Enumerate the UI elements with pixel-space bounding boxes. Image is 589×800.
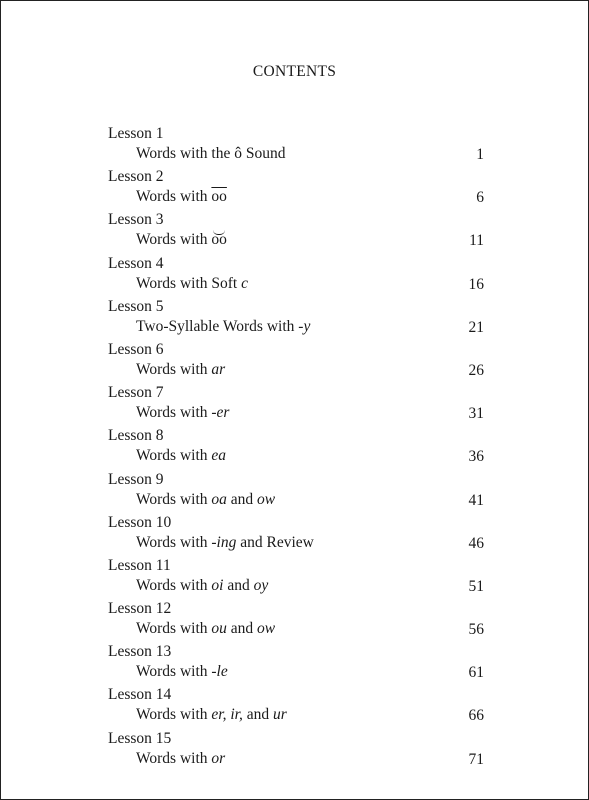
toc-entry (108, 600, 484, 643)
topic-text-part: -le (211, 663, 228, 681)
lesson-topic (136, 275, 248, 293)
lesson-label: Lesson 14 (108, 686, 172, 704)
lesson-topic (136, 361, 225, 379)
topic-text-part: Words with (136, 749, 212, 767)
page-number: 6 (476, 189, 484, 207)
lesson-label: Lesson 10 (108, 513, 172, 531)
page-number: 1 (476, 146, 484, 163)
toc-entry (108, 427, 484, 470)
toc-entry (108, 471, 484, 514)
lesson-label: Lesson 7 (108, 384, 164, 402)
lesson-topic (136, 188, 227, 206)
topic-text-part: Words with (136, 706, 212, 724)
page-number: 31 (468, 405, 484, 423)
page-number: 41 (468, 491, 484, 509)
toc-entry (108, 255, 484, 298)
topic-text-part: Words with (136, 533, 212, 551)
page-title: CONTENTS (252, 63, 337, 80)
topic-text-part: ow (257, 620, 276, 638)
lesson-label: Lesson 1 (108, 125, 164, 142)
topic-text-part: and (242, 706, 273, 724)
topic-text-part: oy (253, 576, 269, 594)
page-number: 56 (468, 621, 484, 639)
topic-text-part: oi (211, 576, 224, 594)
toc-entry (108, 298, 484, 341)
toc-entry (108, 514, 484, 557)
topic-text-part: -y (298, 317, 311, 335)
lesson-label: Lesson 11 (108, 556, 171, 574)
topic-text-part: Two-Syllable Words with (136, 317, 299, 335)
lesson-topic (136, 491, 275, 509)
lesson-label: Lesson 9 (108, 470, 164, 488)
lesson-label: Lesson 5 (108, 297, 164, 315)
toc-entry (108, 341, 484, 384)
lesson-label: Lesson 3 (108, 211, 164, 229)
toc-entry (108, 384, 484, 427)
toc-entry (108, 730, 484, 773)
lesson-topic (136, 318, 310, 336)
topic-text-part: ar (211, 360, 226, 378)
topic-text-part: ow (257, 490, 276, 508)
topic-text-part: oo (211, 231, 227, 249)
lesson-label: Lesson 8 (108, 427, 164, 445)
topic-text-part: er, ir, (211, 706, 243, 724)
topic-text-part: Words with (136, 188, 212, 206)
page-number: 71 (468, 750, 484, 768)
lesson-label: Lesson 13 (108, 643, 172, 661)
toc-entry (108, 557, 484, 600)
lesson-topic (136, 447, 226, 465)
toc-entry (108, 125, 484, 168)
toc-entry (108, 211, 484, 254)
topic-text-part: c (241, 274, 248, 292)
page-number: 66 (468, 707, 484, 725)
lesson-topic (136, 231, 227, 249)
topic-text-part: Words with (136, 360, 212, 378)
topic-text-part: and Review (236, 533, 314, 551)
page-number: 26 (468, 361, 484, 379)
topic-text-part: Words with (136, 404, 212, 422)
page-number: 51 (468, 577, 484, 595)
toc-entry (108, 168, 484, 211)
lesson-topic (136, 750, 225, 768)
lesson-label: Lesson 4 (108, 254, 164, 272)
lesson-topic (136, 534, 314, 552)
topic-text-part: -er (211, 404, 230, 422)
page-number: 21 (468, 318, 484, 336)
topic-text-part: and (226, 620, 258, 638)
topic-text-part: ou (211, 620, 227, 638)
page-number: 11 (469, 232, 484, 250)
page-number: 36 (468, 448, 484, 466)
lesson-topic (136, 577, 268, 595)
lesson-label: Lesson 2 (108, 168, 164, 186)
topic-text-part: ur (272, 706, 287, 724)
lesson-topic (136, 620, 275, 638)
lesson-topic (136, 663, 228, 681)
toc-entry (108, 686, 484, 729)
topic-text-part: Words with (136, 231, 212, 249)
topic-text-part: Words with (136, 447, 212, 465)
lesson-topic (136, 145, 285, 163)
topic-text-part: -ing (211, 533, 237, 551)
topic-text-part: $\overline{oo}$ (211, 188, 227, 206)
topic-text-part: Words with Soft (136, 274, 242, 292)
lesson-label: Lesson 12 (108, 600, 172, 618)
toc-entry (108, 643, 484, 686)
topic-text-part: or (211, 749, 226, 767)
lesson-label: Lesson 15 (108, 729, 172, 747)
page-number: 61 (468, 664, 484, 682)
lesson-topic (136, 404, 229, 422)
lesson-label: Lesson 6 (108, 340, 164, 358)
topic-text-part: Words with the ô Sound (136, 145, 286, 162)
topic-text-part: oa (211, 490, 227, 508)
topic-text-part: and (223, 576, 254, 594)
topic-text-part: ea (211, 447, 227, 465)
topic-text-part: Words with (136, 663, 212, 681)
topic-text-part: Words with (136, 576, 212, 594)
table-of-contents (108, 125, 484, 773)
lesson-topic (136, 706, 287, 724)
topic-text-part: Words with (136, 490, 212, 508)
page-number: 16 (468, 275, 484, 293)
topic-text-part: Words with (136, 620, 212, 638)
topic-text-part: and (226, 490, 258, 508)
page-number: 46 (468, 534, 484, 552)
